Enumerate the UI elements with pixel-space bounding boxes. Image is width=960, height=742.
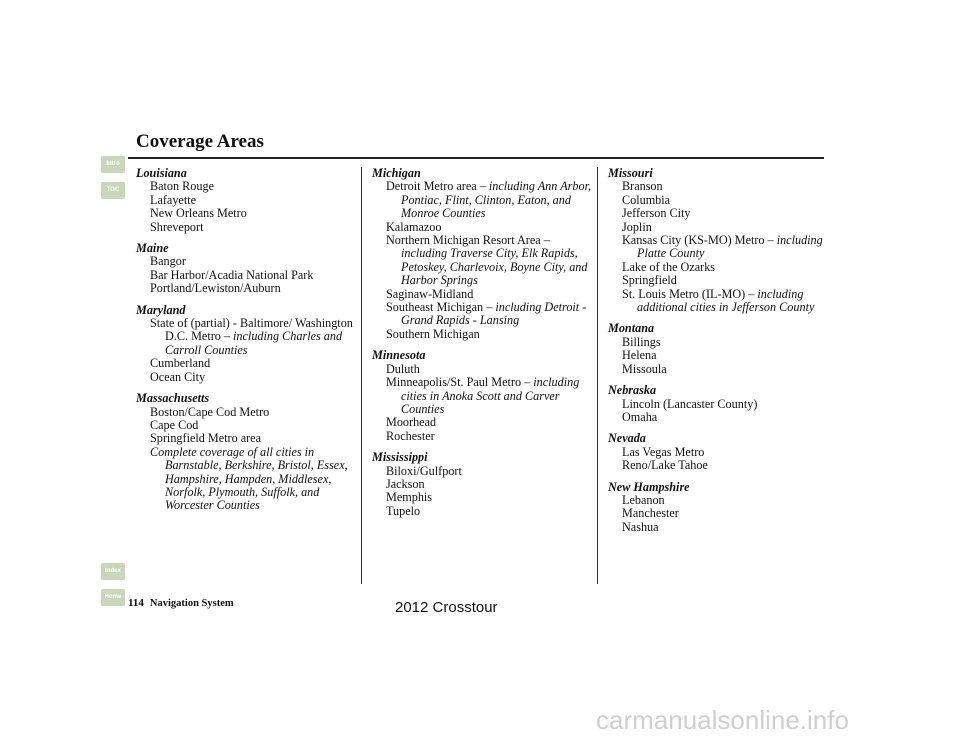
coverage-city bbox=[608, 274, 828, 287]
city-name: Bangor bbox=[150, 254, 186, 269]
state-heading: Nevada bbox=[608, 431, 646, 446]
coverage-city bbox=[372, 376, 592, 416]
coverage-city bbox=[608, 349, 828, 362]
coverage-column-1 bbox=[136, 167, 356, 513]
coverage-city bbox=[136, 282, 356, 295]
toc-tab[interactable]: TOC bbox=[101, 182, 125, 199]
coverage-city bbox=[608, 194, 828, 207]
city-name: Helena bbox=[622, 348, 657, 363]
city-name: Springfield Metro area bbox=[150, 431, 262, 446]
city-name: Omaha bbox=[622, 409, 658, 424]
coverage-city bbox=[136, 317, 356, 357]
state-heading: Minnesota bbox=[372, 348, 426, 363]
city-name: Billings bbox=[622, 334, 661, 349]
city-name: Biloxi/Gulfport bbox=[386, 463, 462, 478]
city-note: Complete coverage of all cities in Barnstable, Berkshire, Bristol, Essex, Hampshire, Hampden, Middlesex, Norfolk, Plymouth, Suffolk, and Worcester Counties bbox=[150, 444, 348, 513]
state-heading: Massachusetts bbox=[136, 391, 210, 406]
city-name: Saginaw-Midland bbox=[386, 286, 474, 301]
coverage-city bbox=[608, 207, 828, 220]
coverage-city bbox=[136, 371, 356, 384]
page-title: Coverage Areas bbox=[136, 131, 264, 152]
city-name: Manchester bbox=[622, 506, 679, 521]
city-name: Rochester bbox=[386, 428, 435, 443]
city-name: Nashua bbox=[622, 519, 659, 534]
coverage-city bbox=[608, 363, 828, 376]
city-name: Ocean City bbox=[150, 369, 206, 384]
city-name: Northern Michigan Resort Area – bbox=[386, 233, 550, 248]
column-divider bbox=[597, 167, 598, 584]
coverage-city bbox=[136, 406, 356, 419]
city-name: Lincoln (Lancaster County) bbox=[622, 396, 758, 411]
state-heading: Michigan bbox=[372, 166, 421, 180]
coverage-city bbox=[372, 221, 592, 234]
coverage-city bbox=[608, 459, 828, 472]
city-name: Las Vegas Metro bbox=[622, 444, 705, 459]
city-name: Shreveport bbox=[150, 219, 204, 234]
city-name: Branson bbox=[622, 179, 663, 194]
city-note: including Detroit - Grand Rapids - Lansing bbox=[401, 300, 587, 328]
coverage-city bbox=[372, 505, 592, 518]
index-tab[interactable]: Index bbox=[101, 563, 125, 580]
city-name: Columbia bbox=[622, 192, 671, 207]
coverage-city bbox=[608, 261, 828, 274]
city-name: Lafayette bbox=[150, 192, 197, 207]
coverage-city bbox=[372, 491, 592, 504]
state-heading: New Hampshire bbox=[608, 479, 690, 494]
coverage-city bbox=[372, 416, 592, 429]
coverage-city bbox=[136, 255, 356, 268]
site-watermark: carmanualsonline.info bbox=[596, 705, 849, 735]
city-note: including Traverse City, Elk Rapids, Petoskey, Charlevoix, Boyne City, and Harbor Springs bbox=[401, 246, 588, 288]
city-note: including cities in Anoka Scott and Carver Counties bbox=[401, 375, 580, 416]
coverage-city bbox=[372, 234, 592, 288]
state-heading: Montana bbox=[608, 321, 655, 336]
state-heading: Maine bbox=[136, 241, 169, 256]
model-watermark: 2012 Crosstour bbox=[395, 599, 498, 616]
city-note: including Charles and Carroll Counties bbox=[165, 329, 343, 357]
coverage-city bbox=[608, 221, 828, 234]
column-divider bbox=[361, 167, 362, 584]
city-name: Memphis bbox=[386, 490, 433, 505]
coverage-city bbox=[136, 207, 356, 220]
coverage-city bbox=[136, 180, 356, 193]
city-name: New Orleans Metro bbox=[150, 206, 247, 221]
coverage-city bbox=[372, 465, 592, 478]
state-heading: Maryland bbox=[136, 302, 186, 317]
city-name: Springfield bbox=[622, 273, 677, 288]
home-tab[interactable]: Home bbox=[101, 589, 125, 606]
city-note: including Platte County bbox=[637, 233, 823, 261]
city-name: Kalamazoo bbox=[386, 219, 442, 234]
city-name: Cumberland bbox=[150, 356, 211, 371]
coverage-city bbox=[372, 363, 592, 376]
coverage-city bbox=[136, 419, 356, 432]
coverage-column-2 bbox=[372, 167, 592, 518]
city-name: Baton Rouge bbox=[150, 179, 214, 194]
coverage-city bbox=[372, 430, 592, 443]
coverage-city bbox=[608, 398, 828, 411]
coverage-city bbox=[608, 446, 828, 459]
coverage-city bbox=[608, 507, 828, 520]
coverage-city bbox=[372, 328, 592, 341]
coverage-city bbox=[608, 288, 828, 315]
city-name: Cape Cod bbox=[150, 417, 199, 432]
section-name: Navigation System bbox=[149, 598, 234, 609]
city-name: Tupelo bbox=[386, 503, 421, 518]
city-name: Kansas City (KS-MO) Metro – bbox=[622, 233, 774, 248]
coverage-city bbox=[608, 336, 828, 349]
coverage-city bbox=[372, 478, 592, 491]
coverage-city bbox=[372, 288, 592, 301]
page-number: 114 bbox=[128, 597, 144, 609]
city-name: Boston/Cape Cod Metro bbox=[150, 404, 270, 419]
coverage-city bbox=[136, 357, 356, 370]
coverage-city bbox=[372, 301, 592, 328]
state-heading: Nebraska bbox=[608, 383, 657, 398]
coverage-city bbox=[136, 221, 356, 234]
city-name: Missoula bbox=[622, 361, 667, 376]
city-name: State of (partial) - Baltimore/ Washington D.C. Metro – bbox=[150, 316, 353, 344]
city-name: Joplin bbox=[622, 219, 652, 234]
city-name: Jefferson City bbox=[622, 206, 691, 221]
page-footer bbox=[128, 597, 234, 609]
city-name: Minneapolis/St. Paul Metro – bbox=[386, 375, 531, 390]
city-note: including Ann Arbor, Pontiac, Flint, Clinton, Eaton, and Monroe Counties bbox=[401, 179, 592, 221]
coverage-column-3 bbox=[608, 167, 828, 534]
coverage-city bbox=[372, 180, 592, 220]
city-name: Southern Michigan bbox=[386, 326, 480, 341]
city-name: Southeast Michigan – bbox=[386, 300, 493, 315]
title-divider bbox=[128, 157, 824, 159]
city-name: Portland/Lewiston/Auburn bbox=[150, 281, 281, 296]
city-name: Duluth bbox=[386, 361, 420, 376]
city-name: Lebanon bbox=[622, 492, 665, 507]
coverage-city bbox=[136, 194, 356, 207]
city-note: including additional cities in Jefferson County bbox=[637, 286, 815, 315]
coverage-city bbox=[136, 432, 356, 445]
coverage-city bbox=[608, 234, 828, 261]
city-name: Jackson bbox=[386, 476, 425, 491]
coverage-city bbox=[136, 446, 356, 513]
coverage-city bbox=[608, 411, 828, 424]
city-name: Lake of the Ozarks bbox=[622, 259, 716, 274]
intro-tab[interactable]: Intro bbox=[101, 156, 125, 173]
coverage-city bbox=[608, 180, 828, 193]
coverage-city bbox=[608, 521, 828, 534]
state-heading: Mississippi bbox=[372, 450, 428, 465]
city-name: St. Louis Metro (IL-MO) – bbox=[622, 286, 755, 301]
city-name: Bar Harbor/Acadia National Park bbox=[150, 267, 314, 282]
city-name: Reno/Lake Tahoe bbox=[622, 458, 708, 473]
coverage-city bbox=[136, 269, 356, 282]
coverage-city bbox=[608, 494, 828, 507]
state-heading: Missouri bbox=[608, 166, 653, 180]
city-name: Detroit Metro area – bbox=[386, 179, 486, 194]
state-heading: Louisiana bbox=[136, 166, 187, 180]
city-name: Moorhead bbox=[386, 415, 437, 430]
